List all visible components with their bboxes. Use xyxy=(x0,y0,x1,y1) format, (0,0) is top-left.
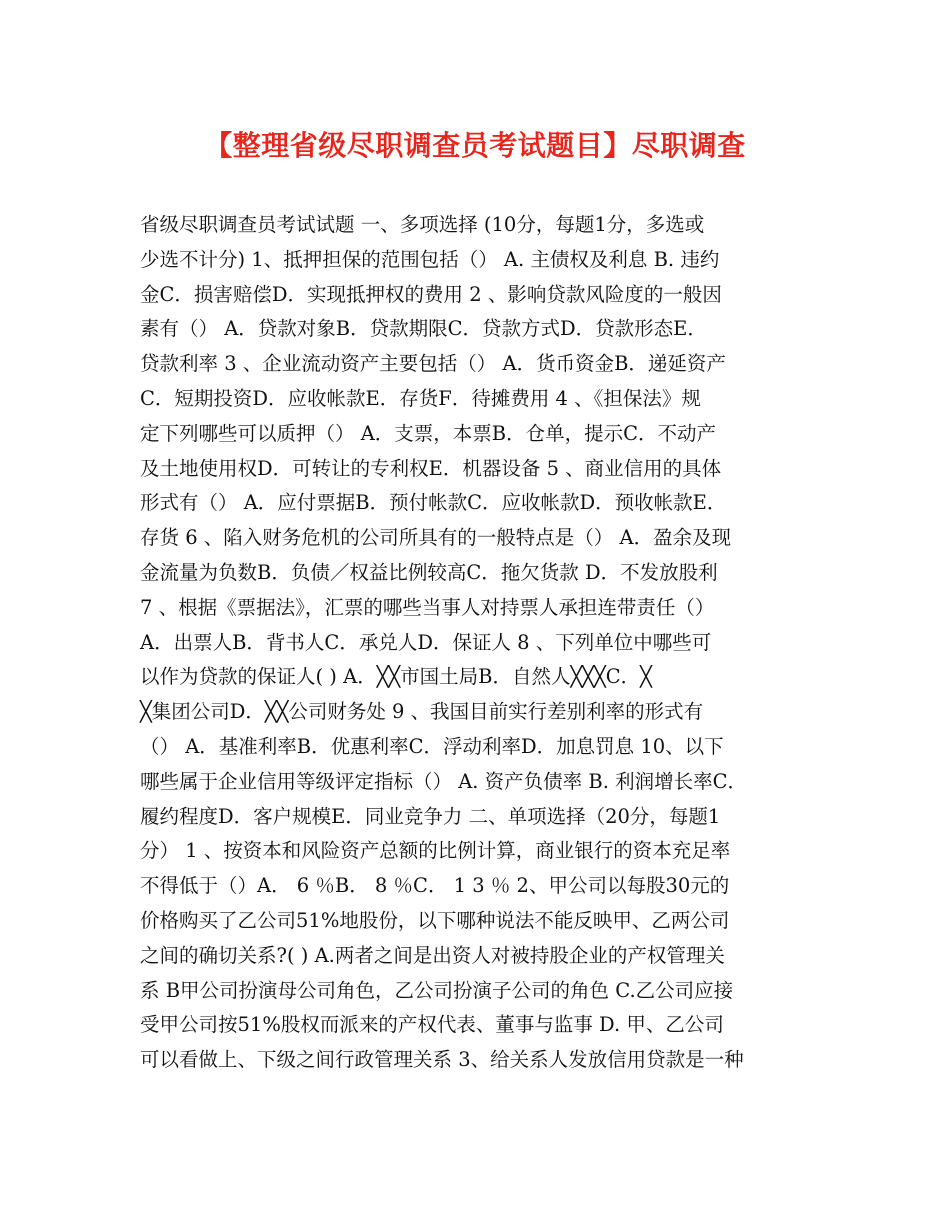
body-line: 形式有（） A．应付票据B．预付帐款C．应收帐款D．预收帐款E． xyxy=(140,491,727,515)
body-line: 素有（） A．贷款对象B．贷款期限C．贷款方式D．贷款形态E． xyxy=(140,317,707,341)
body-line: 受甲公司按51%股权而派来的产权代表、董事与监事 D. 甲、乙公司 xyxy=(140,1013,724,1037)
body-line: 及土地使用权D．可转让的专利权E．机器设备 5 、商业信用的具体 xyxy=(140,456,722,480)
body-line: 省级尽职调查员考试试题 一、多项选择 (10分，每题1分，多选或 xyxy=(140,213,705,236)
body-line: 可以看做上、下级之间行政管理关系 3、给关系人发放信用贷款是一种 xyxy=(140,1048,744,1072)
body-line: 系 B甲公司扮演母公司角色，乙公司扮演子公司的角色 C.乙公司应接 xyxy=(140,978,734,1002)
body-line: 哪些属于企业信用等级评定指标（） A. 资产负债率 B. 利润增长率C． xyxy=(140,769,748,793)
document-body xyxy=(140,208,820,1078)
body-line: 定下列哪些可以质押（） A．支票，本票B．仓单，提示C．不动产 xyxy=(140,421,717,445)
body-line: 履约程度D．客户规模E．同业竞争力 二、单项选择（20分，每题1 xyxy=(140,804,721,828)
body-line: 金C．损害赔偿D．实现抵押权的费用 2 、影响贷款风险度的一般因 xyxy=(140,282,722,306)
body-line: 少选不计分) 1、抵押担保的范围包括（） A. 主债权及利息 B. 违约 xyxy=(140,247,720,271)
body-line: C．短期投资D．应收帐款E．存货F．待摊费用 4 、《担保法》规 xyxy=(140,386,701,410)
body-line: 7 、根据《票据法》，汇票的哪些当事人对持票人承担连带责任（） xyxy=(140,595,715,619)
body-line: 存货 6 、陷入财务危机的公司所具有的一般特点是（） A．盈余及现 xyxy=(140,526,732,550)
body-line: （） A．基准利率B．优惠利率C．浮动利率D．加息罚息 10、以下 xyxy=(140,734,724,758)
document-title: 【整理省级尽职调查员考试题目】尽职调查 xyxy=(204,129,746,162)
body-line: 分） 1 、按资本和风险资产总额的比例计算，商业银行的资本充足率 xyxy=(140,839,731,863)
body-line: 之间的确切关系?( ) A.两者之间是出资人对被持股企业的产权管理关 xyxy=(140,943,725,967)
body-line: 金流量为负数B．负债／权益比例较高C．拖欠货款 D．不发放股利 xyxy=(140,560,718,584)
body-line: 贷款利率 3 、企业流动资产主要包括（） A．货币资金B．递延资产 xyxy=(140,352,726,376)
body-line: 价格购买了乙公司51%地股份，以下哪种说法不能反映甲、乙两公司 xyxy=(140,908,730,932)
body-line: ╳集团公司D．╳╳公司财务处 9 、我国目前实行差别利率的形式有 xyxy=(140,700,704,724)
body-line: A．出票人B．背书人C．承兑人D．保证人 8 、下列单位中哪些可 xyxy=(140,630,712,654)
body-line: 不得低于（）A． 6 ％B． 8 ％C． 1 3 ％ 2、甲公司以每股30元的 xyxy=(140,874,730,898)
body-line: 以作为贷款的保证人( ) A．╳╳市国土局B．自然人╳╳╳C．╳ xyxy=(140,665,652,689)
